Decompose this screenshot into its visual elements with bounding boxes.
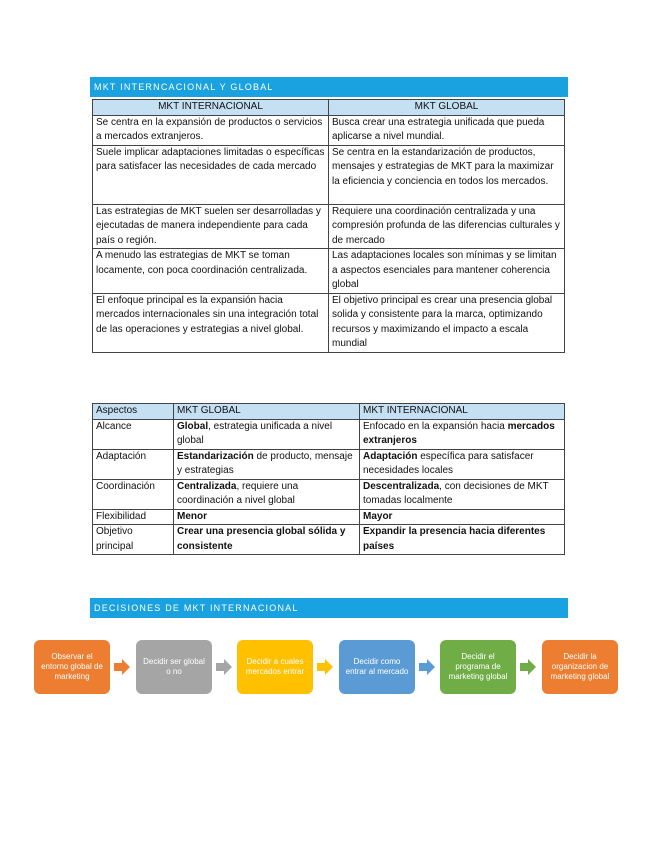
cell-global [174, 419, 360, 449]
cell-aspect: Objetivo principal [93, 525, 174, 555]
step-label: Decidir ser global o no [143, 657, 205, 676]
comparison-table-2 [92, 403, 565, 555]
process-step [136, 640, 212, 694]
process-step [34, 640, 110, 694]
bold-text: Expandir la presencia hacia diferentes países [363, 526, 546, 552]
section-title-mkt-internacional-global [90, 77, 568, 97]
process-step [440, 640, 516, 694]
process-step [339, 640, 415, 694]
cell-global [174, 525, 360, 555]
bold-text: Adaptación [363, 450, 418, 462]
cell-global [174, 509, 360, 525]
process-flow [34, 640, 620, 696]
cell-aspect: Flexibilidad [93, 509, 174, 525]
arrow-right-icon [520, 659, 536, 675]
arrow-right-icon [216, 659, 232, 675]
arrow-right-icon [419, 659, 435, 675]
arrow-right-icon [317, 659, 333, 675]
comparison-table-1 [92, 99, 565, 353]
plain-text: , requiere una coordinación a nivel global [177, 480, 299, 506]
table-row [93, 145, 565, 204]
step-label: Decidir la organizacion de marketing global [550, 652, 610, 681]
table-row [93, 449, 565, 479]
process-step [237, 640, 313, 694]
cell-internacional [360, 449, 565, 479]
bold-text: Descentralizada [363, 480, 440, 492]
cell-global: Se centra en la estandarización de productos, mensajes y estrategias de MKT para la maximizar la eficiencia y conciencia en todos los mercados. [329, 145, 565, 204]
step-label: Observar el entorno global de marketing [41, 652, 103, 681]
header-mkt-global: MKT GLOBAL [329, 100, 565, 116]
cell-internacional: Las estrategias de MKT suelen ser desarrolladas y ejecutadas de manera independiente para cada país o región. [93, 204, 329, 249]
plain-text: Enfocado en la expansión hacia [363, 420, 508, 432]
cell-internacional [360, 525, 565, 555]
cell-internacional: El enfoque principal es la expansión hacia mercados internacionales sin una integración total de las operaciones y estrategias a nivel global. [93, 293, 329, 352]
cell-global: Requiere una coordinación centralizada y una compresión profunda de las diferencias culturales y de mercado [329, 204, 565, 249]
step-label: Decidir el programa de marketing global [448, 652, 508, 681]
table-row [93, 115, 565, 145]
table-row [93, 509, 565, 525]
plain-text: , estrategia unificada a nivel global [177, 420, 333, 446]
table-row [93, 293, 565, 352]
cell-internacional [360, 419, 565, 449]
cell-global: Busca crear una estrategia unificada que pueda aplicarse a nivel mundial. [329, 115, 565, 145]
cell-internacional [360, 509, 565, 525]
bold-text: Menor [177, 510, 207, 522]
process-step [542, 640, 618, 694]
table-row [93, 479, 565, 509]
bold-text: Estandarización [177, 450, 254, 462]
plain-text: específica para satisfacer necesidades locales [363, 450, 534, 476]
section-title-text: DECISIONES DE MKT INTERNACIONAL [94, 603, 299, 613]
header-aspectos: Aspectos [93, 404, 174, 420]
arrow-right-icon [114, 659, 130, 675]
header-mkt-internacional: MKT INTERNACIONAL [93, 100, 329, 116]
table-row [93, 525, 565, 555]
section-title-decisiones [90, 598, 568, 618]
plain-text: , con decisiones de MKT tomadas localmente [363, 480, 549, 506]
cell-global [174, 449, 360, 479]
header-mkt-global: MKT GLOBAL [174, 404, 360, 420]
bold-text: Mayor [363, 510, 393, 522]
step-label: Decidir a cuales mercados entrar [245, 657, 305, 676]
bold-text: Centralizada [177, 480, 237, 492]
cell-internacional: A menudo las estrategias de MKT se toman locamente, con poca coordinación centralizada. [93, 249, 329, 294]
bold-text: Global [177, 420, 209, 432]
cell-global: El objetivo principal es crear una presencia global solida y consistente para la marca, optimizando recursos y maximizando el impacto a escala mundial [329, 293, 565, 352]
table-row [93, 419, 565, 449]
cell-global: Las adaptaciones locales son mínimas y se limitan a aspectos esenciales para mantener coherencia global [329, 249, 565, 294]
cell-global [174, 479, 360, 509]
plain-text: de producto, mensaje y estrategias [177, 450, 353, 476]
table-row [93, 204, 565, 249]
cell-aspect: Coordinación [93, 479, 174, 509]
bold-text: mercados extranjeros [363, 420, 555, 446]
table-header-row [93, 100, 565, 116]
cell-internacional: Se centra en la expansión de productos o servicios a mercados extranjeros. [93, 115, 329, 145]
section-title-text: MKT INTERNCACIONAL Y GLOBAL [94, 82, 274, 92]
bold-text: Crear una presencia global sólida y consistente [177, 526, 346, 552]
table-row [93, 249, 565, 294]
step-label: Decidir como entrar al mercado [345, 657, 409, 676]
cell-aspect: Alcance [93, 419, 174, 449]
cell-internacional [360, 479, 565, 509]
cell-aspect: Adaptación [93, 449, 174, 479]
cell-internacional: Suele implicar adaptaciones limitadas o específicas para satisfacer las necesidades de cada mercado [93, 145, 329, 204]
table-header-row [93, 404, 565, 420]
header-mkt-internacional: MKT INTERNACIONAL [360, 404, 565, 420]
